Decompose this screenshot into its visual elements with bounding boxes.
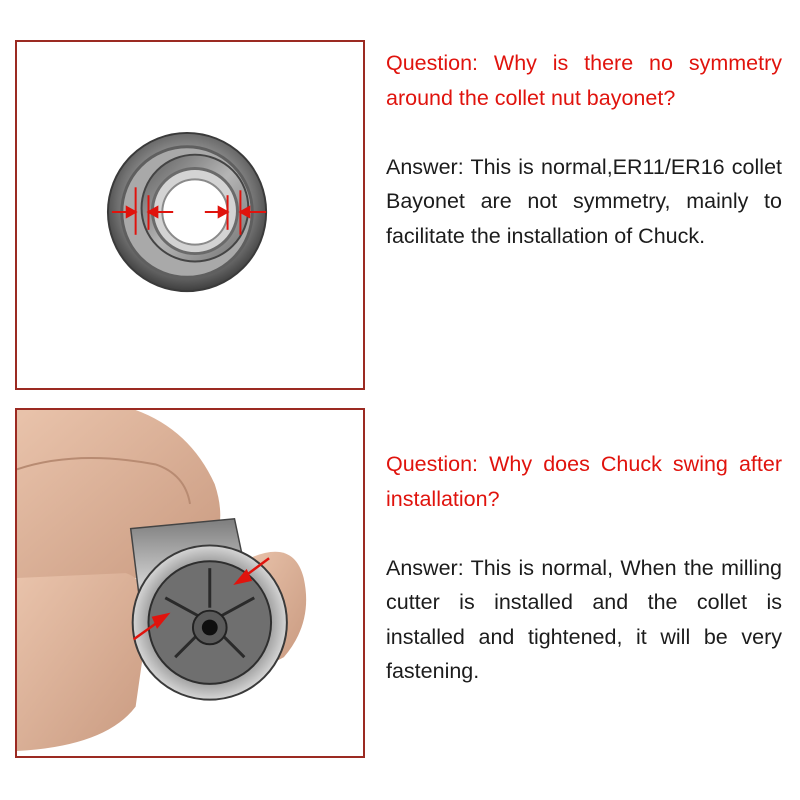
question-text: Question: Why does Chuck swing after installation? (386, 452, 782, 511)
hand-holding-collet-chuck-illustration (17, 410, 363, 756)
answer-text: Answer: This is normal, When the milling cutter is installed and the collet is installed and tightened, it will be very fastening. (386, 555, 782, 683)
collet-nut-image-frame (15, 40, 365, 390)
question-text: Question: Why is there no symmetry around the collet nut bayonet? (386, 51, 782, 110)
faq-item-chuck-swing (386, 447, 782, 689)
answer-text: Answer: This is normal,ER11/ER16 collet Bayonet are not symmetry, mainly to facilitate the installation of Chuck. (386, 154, 782, 248)
chuck-in-hand-image-frame (15, 408, 365, 758)
faq-item-bayonet (386, 46, 782, 253)
collet-nut-bayonet-illustration (17, 42, 363, 388)
